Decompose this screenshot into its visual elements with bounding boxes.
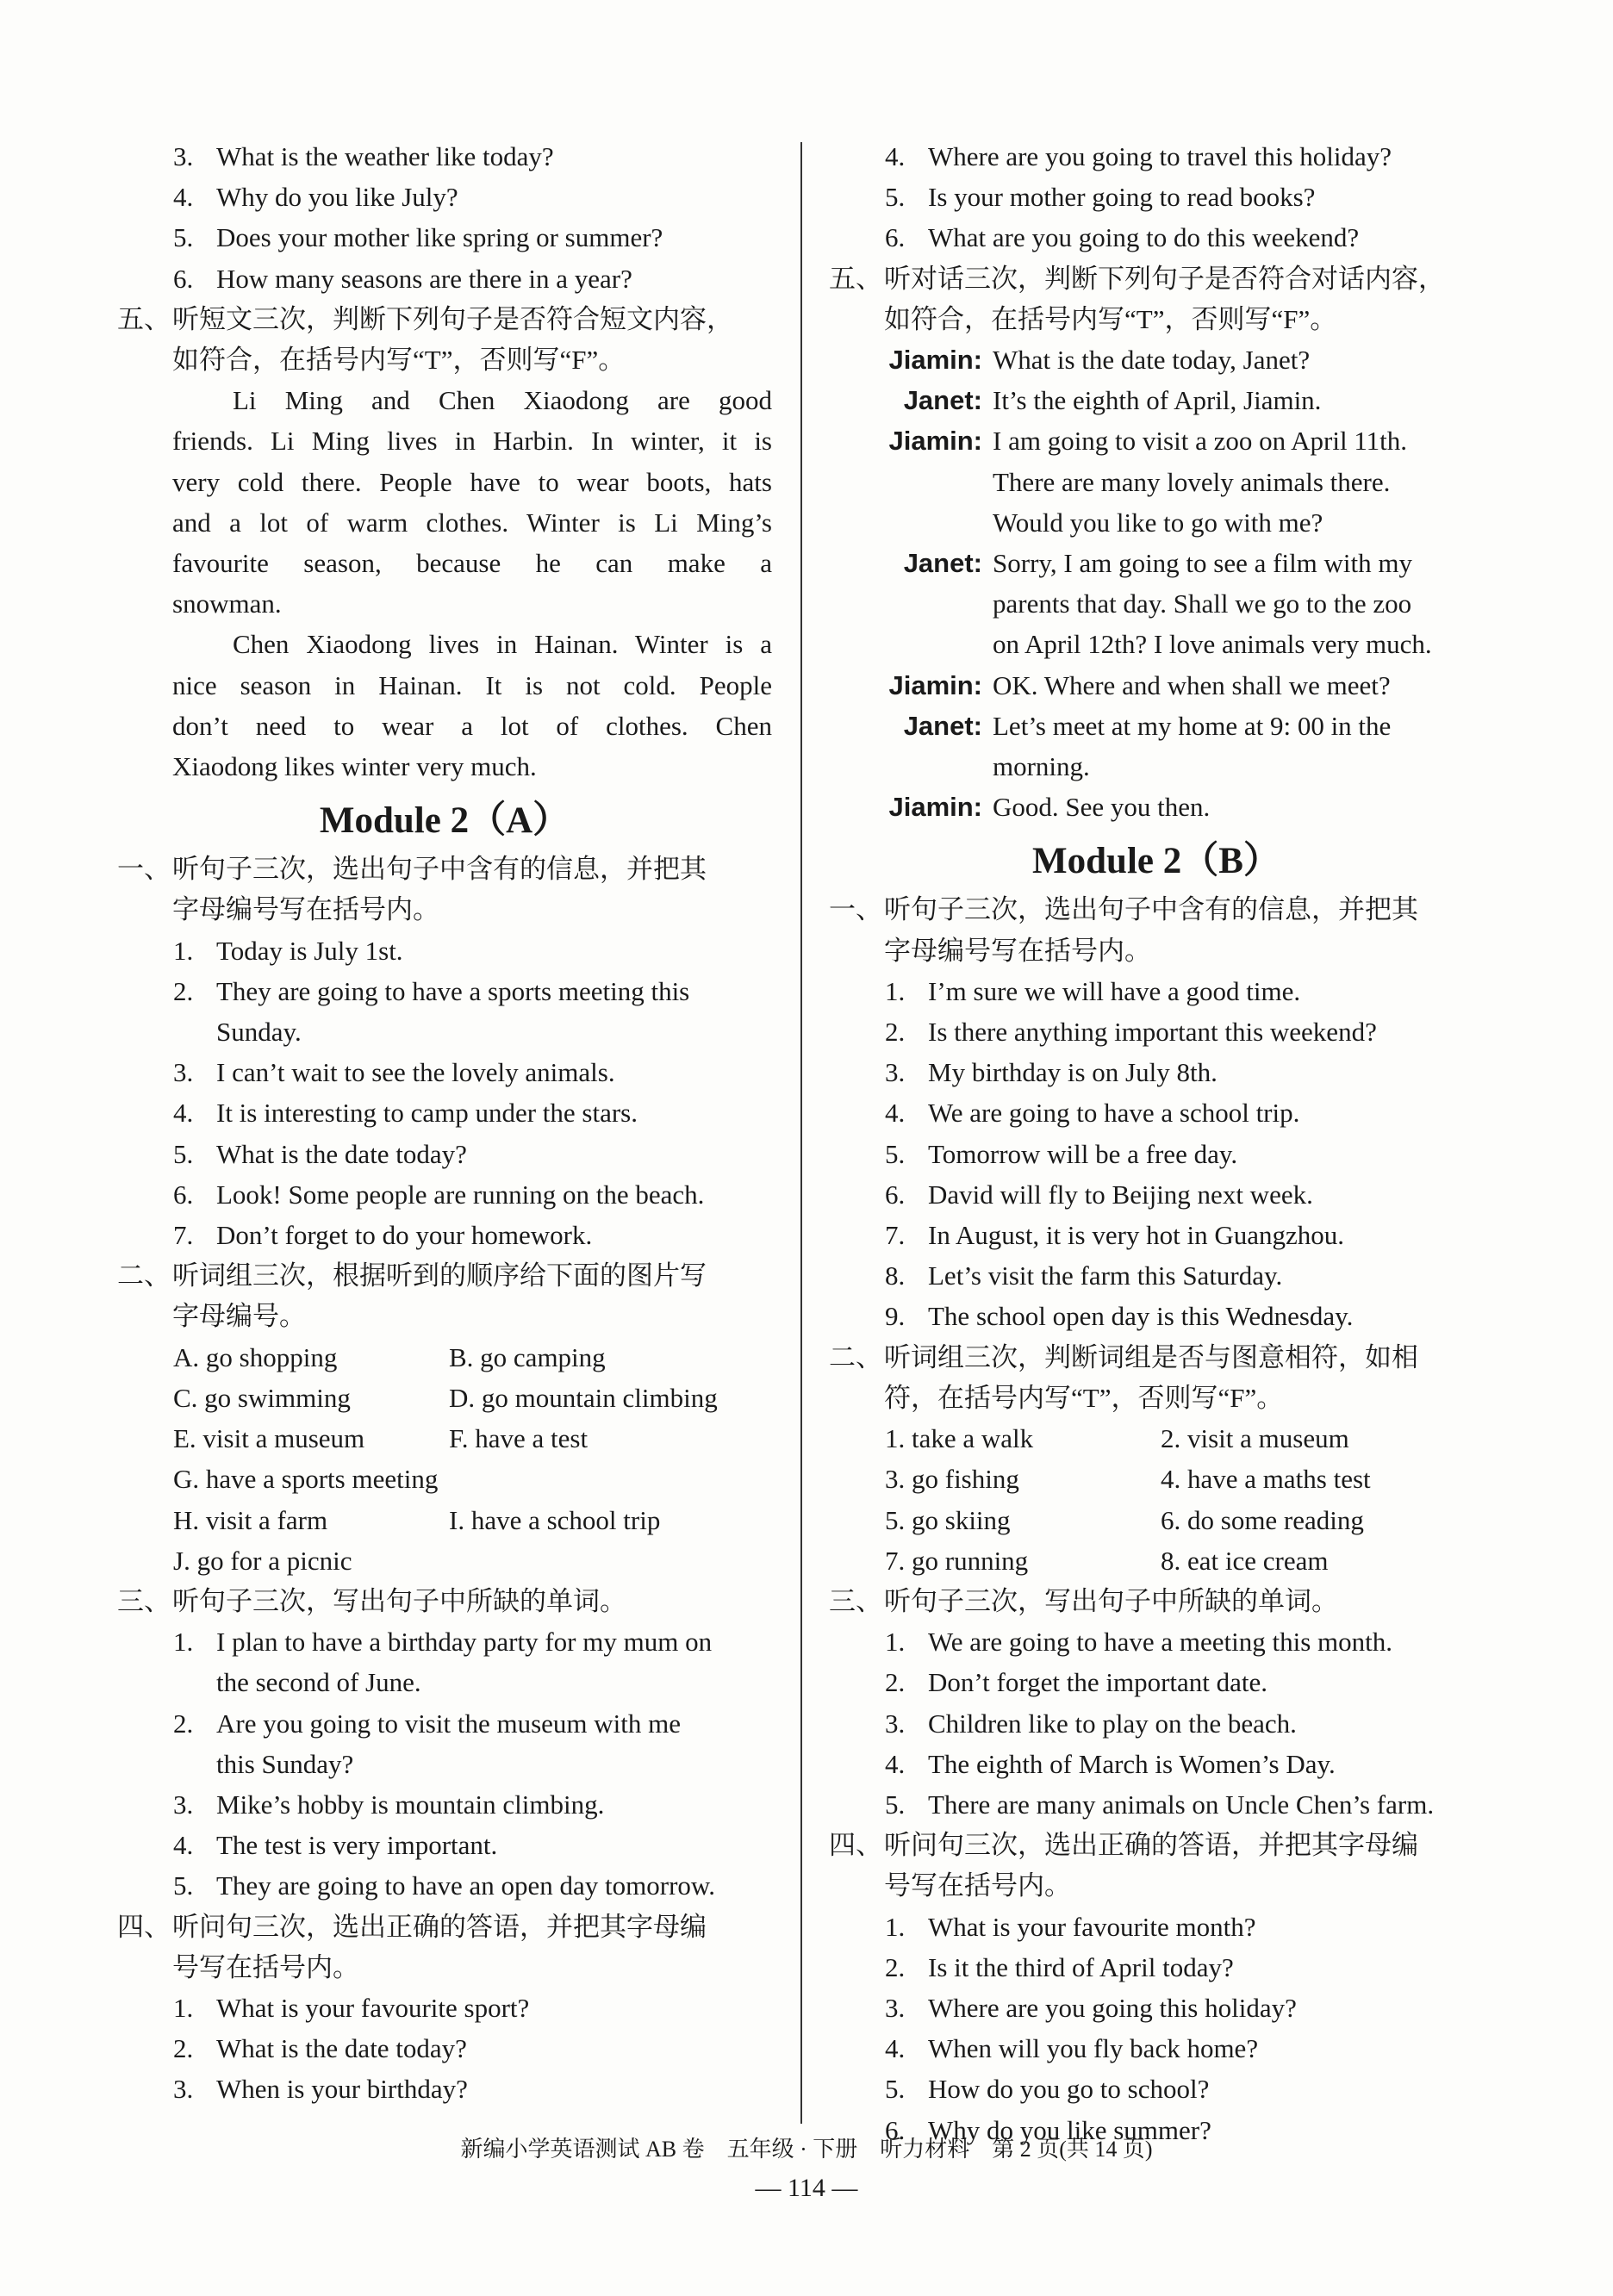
item-number: 2. — [173, 975, 194, 1006]
section-instruction — [117, 299, 772, 339]
question-item — [829, 1296, 1484, 1336]
question-item — [829, 1011, 1484, 1052]
section-instruction — [117, 1255, 772, 1296]
question-item — [117, 1784, 772, 1825]
module-heading: Module 2（B） — [1032, 841, 1280, 882]
item-number: 5. — [885, 1789, 906, 1820]
question-item — [829, 1662, 1484, 1702]
item-continuation: this Sunday? — [216, 1748, 354, 1779]
question-item — [117, 1134, 772, 1174]
question-item — [829, 1744, 1484, 1784]
section-instruction-continuation: 号写在括号内。 — [172, 1951, 359, 1982]
option-row — [117, 1459, 772, 1499]
question-item — [829, 1052, 1484, 1092]
utterance: Good. See you then. — [993, 792, 1211, 823]
item-number: 6. — [885, 222, 906, 253]
item-text: Why do you like summer? — [928, 2114, 1211, 2145]
question-item — [117, 258, 772, 299]
utterance: OK. Where and when shall we meet? — [993, 669, 1391, 700]
speaker-name: Janet: — [903, 385, 982, 416]
item-text: It is interesting to camp under the stars. — [216, 1098, 638, 1129]
option: H. visit a farm — [173, 1504, 328, 1535]
item-text: Don’t forget to do your homework. — [216, 1220, 593, 1251]
section-number: 二、 — [829, 1341, 882, 1372]
item-number: 5. — [173, 1870, 194, 1901]
question-item — [829, 1255, 1484, 1296]
option: 4. have a maths test — [1161, 1464, 1371, 1495]
question-item — [117, 930, 772, 971]
section-instruction-continuation: 字母编号。 — [172, 1301, 306, 1332]
passage-line: nice season in Hainan. It is not cold. People — [172, 669, 772, 700]
section-instruction-continuation: 如符合，在括号内写“T”，否则写“F”。 — [172, 345, 626, 376]
right-column — [829, 136, 1484, 2150]
item-number: 2. — [885, 1017, 906, 1048]
item-number: 1. — [173, 935, 194, 966]
passage-line: very cold there. People have to wear boots, hats — [172, 466, 772, 497]
option: B. go camping — [449, 1341, 606, 1372]
item-number: 5. — [173, 222, 194, 253]
item-text: Mike’s hobby is mountain climbing. — [216, 1789, 605, 1820]
item-text: David will fly to Beijing next week. — [928, 1179, 1313, 1210]
item-text: I can’t wait to see the lovely animals. — [216, 1057, 615, 1088]
item-number: 3. — [173, 1057, 194, 1088]
section-text: 听词组三次，根据听到的顺序给下面的图片写 — [172, 1260, 707, 1291]
item-text: I plan to have a birthday party for my mum on — [216, 1627, 713, 1658]
question-item — [829, 1134, 1484, 1174]
item-text: When is your birthday? — [216, 2074, 468, 2105]
section-number: 四、 — [829, 1830, 882, 1861]
question-item — [117, 136, 772, 177]
question-item — [117, 2069, 772, 2109]
option: G. have a sports meeting — [173, 1464, 439, 1495]
item-number: 1. — [885, 1911, 906, 1942]
option-row — [829, 1540, 1484, 1581]
item-text: In August, it is very hot in Guangzhou. — [928, 1220, 1345, 1251]
question-item — [829, 1907, 1484, 1947]
option-row — [829, 1459, 1484, 1499]
section-text: 听对话三次，判断下列句子是否符合对话内容， — [884, 263, 1445, 294]
item-text: What is your favourite month? — [928, 1911, 1256, 1942]
section-number: 一、 — [829, 894, 882, 925]
section-number: 一、 — [117, 854, 171, 885]
section-instruction — [829, 889, 1484, 930]
question-item — [829, 1174, 1484, 1215]
question-item — [117, 1215, 772, 1255]
section-text: 听词组三次，判断词组是否与图意相符，如相 — [884, 1341, 1418, 1372]
section-text: 听句子三次，写出句子中所缺的单词。 — [884, 1585, 1338, 1616]
section-instruction — [117, 1907, 772, 1947]
option: 8. eat ice cream — [1161, 1545, 1329, 1576]
section-text: 听句子三次，写出句子中所缺的单词。 — [172, 1585, 626, 1616]
speaker-name: Jiamin: — [888, 345, 982, 376]
option: 1. take a walk — [885, 1423, 1034, 1454]
option: J. go for a picnic — [173, 1545, 352, 1576]
speaker-name: Janet: — [903, 710, 982, 741]
item-text: The test is very important. — [216, 1830, 498, 1861]
item-text: The school open day is this Wednesday. — [928, 1301, 1354, 1332]
section-number: 四、 — [117, 1911, 171, 1942]
item-number: 7. — [173, 1220, 194, 1251]
question-item — [829, 971, 1484, 1011]
column-divider — [800, 142, 802, 2124]
section-number: 五、 — [117, 303, 171, 334]
utterance: Sorry, I am going to see a film with my — [993, 548, 1413, 579]
section-instruction-continuation: 符，在括号内写“T”，否则写“F”。 — [884, 1382, 1284, 1413]
section-text: 听句子三次，选出句子中含有的信息，并把其 — [172, 854, 707, 885]
item-number: 3. — [885, 1992, 906, 2023]
item-number: 3. — [173, 1789, 194, 1820]
section-text: 听问句三次，选出正确的答语，并把其字母编 — [884, 1830, 1418, 1861]
item-text: My birthday is on July 8th. — [928, 1057, 1218, 1088]
item-number: 3. — [885, 1057, 906, 1088]
item-number: 6. — [885, 2114, 906, 2145]
page-footer: 新编小学英语测试 AB 卷 五年级 · 下册 听力材料 第 2 页(共 14 页) — [460, 2137, 1153, 2162]
item-text: When will you fly back home? — [928, 2033, 1259, 2064]
item-continuation: Sunday. — [216, 1017, 302, 1048]
question-item — [117, 1621, 772, 1662]
option: E. visit a museum — [173, 1423, 365, 1454]
section-number: 三、 — [829, 1585, 882, 1616]
passage-line: friends. Li Ming lives in Harbin. In winter, it is — [172, 426, 772, 457]
question-item — [117, 1703, 772, 1744]
item-text: We are going to have a meeting this month. — [928, 1627, 1393, 1658]
option: 2. visit a museum — [1161, 1423, 1349, 1454]
dialogue-continuation: parents that day. Shall we go to the zoo — [993, 588, 1412, 619]
item-number: 1. — [885, 1627, 906, 1658]
utterance: What is the date today, Janet? — [993, 345, 1311, 376]
dialogue-line — [829, 665, 1484, 706]
option-row — [117, 1500, 772, 1540]
item-text: What is the date today? — [216, 2033, 467, 2064]
section-instruction — [829, 1337, 1484, 1378]
item-number: 9. — [885, 1301, 906, 1332]
section-number: 三、 — [117, 1585, 171, 1616]
dialogue-line — [829, 339, 1484, 380]
option-row — [829, 1500, 1484, 1540]
item-number: 1. — [173, 1627, 194, 1658]
item-number: 5. — [885, 2074, 906, 2105]
section-text: 听句子三次，选出句子中含有的信息，并把其 — [884, 894, 1418, 925]
section-instruction — [117, 849, 772, 889]
section-instruction — [829, 1581, 1484, 1621]
option: 5. go skiing — [885, 1504, 1011, 1535]
option: I. have a school trip — [449, 1504, 661, 1535]
section-instruction — [829, 258, 1484, 299]
question-item — [117, 2028, 772, 2069]
item-number: 4. — [885, 141, 906, 171]
option-row — [829, 1418, 1484, 1459]
item-text: What is your favourite sport? — [216, 1992, 530, 2023]
passage-line: Li Ming and Chen Xiaodong are good — [233, 385, 772, 416]
speaker-name: Jiamin: — [888, 669, 982, 700]
item-text: How do you go to school? — [928, 2074, 1210, 2105]
item-number: 3. — [173, 141, 194, 171]
question-item — [117, 1865, 772, 1906]
item-text: Does your mother like spring or summer? — [216, 222, 663, 253]
item-text: Are you going to visit the museum with me — [216, 1708, 682, 1739]
item-text: Is there anything important this weekend? — [928, 1017, 1377, 1048]
passage-line: favourite season, because he can make a — [172, 548, 772, 579]
item-number: 4. — [885, 2033, 906, 2064]
question-item — [117, 971, 772, 1011]
item-number: 1. — [885, 975, 906, 1006]
option: F. have a test — [449, 1423, 589, 1454]
option-row — [117, 1540, 772, 1581]
item-number: 6. — [173, 1179, 194, 1210]
option: 3. go fishing — [885, 1464, 1019, 1495]
question-item — [829, 1784, 1484, 1825]
section-instruction — [829, 1825, 1484, 1865]
item-text: They are going to have an open day tomorrow. — [216, 1870, 716, 1901]
item-number: 5. — [885, 1138, 906, 1169]
question-item — [117, 1825, 772, 1865]
item-text: Why do you like July? — [216, 182, 458, 213]
item-number: 2. — [885, 1667, 906, 1698]
item-text: Don’t forget the important date. — [928, 1667, 1268, 1698]
section-number: 二、 — [117, 1260, 171, 1291]
item-text: What is the weather like today? — [216, 141, 554, 171]
item-number: 4. — [173, 182, 194, 213]
item-number: 7. — [885, 1220, 906, 1251]
option-row — [117, 1337, 772, 1378]
item-text: Children like to play on the beach. — [928, 1708, 1297, 1739]
passage-line: Xiaodong likes winter very much. — [172, 751, 537, 782]
item-text: What is the date today? — [216, 1138, 467, 1169]
module-heading: Module 2（A） — [319, 800, 570, 842]
dialogue-line — [829, 380, 1484, 420]
question-item — [117, 1174, 772, 1215]
speaker-name: Jiamin: — [888, 792, 982, 823]
item-continuation: the second of June. — [216, 1667, 421, 1698]
item-number: 2. — [173, 1708, 194, 1739]
question-item — [117, 177, 772, 217]
utterance: I am going to visit a zoo on April 11th. — [993, 426, 1408, 457]
question-item — [829, 1215, 1484, 1255]
dialogue-continuation: morning. — [993, 751, 1090, 782]
item-number: 1. — [173, 1992, 194, 2023]
question-item — [829, 2069, 1484, 2109]
question-item — [117, 1988, 772, 2028]
item-number: 2. — [173, 2033, 194, 2064]
item-number: 4. — [173, 1830, 194, 1861]
section-number: 五、 — [829, 263, 882, 294]
item-text: Let’s visit the farm this Saturday. — [928, 1260, 1283, 1291]
passage-line: snowman. — [172, 588, 282, 619]
section-text: 听问句三次，选出正确的答语，并把其字母编 — [172, 1911, 707, 1942]
item-text: Tomorrow will be a free day. — [928, 1138, 1238, 1169]
item-text: We are going to have a school trip. — [928, 1098, 1300, 1129]
item-number: 4. — [885, 1098, 906, 1129]
section-instruction — [117, 1581, 772, 1621]
section-instruction-continuation: 字母编号写在括号内。 — [884, 935, 1151, 966]
question-item — [117, 217, 772, 258]
section-instruction-continuation: 号写在括号内。 — [884, 1870, 1071, 1901]
item-number: 6. — [173, 263, 194, 294]
item-number: 4. — [885, 1748, 906, 1779]
option: C. go swimming — [173, 1382, 351, 1413]
question-item — [829, 1703, 1484, 1744]
passage-line: don’t need to wear a lot of clothes. Chen — [172, 710, 772, 741]
page-number: — 114 — — [755, 2174, 858, 2202]
item-text: There are many animals on Uncle Chen’s farm. — [928, 1789, 1435, 1820]
question-item — [117, 1092, 772, 1133]
item-number: 3. — [173, 2074, 194, 2105]
item-number: 3. — [885, 1708, 906, 1739]
item-number: 5. — [173, 1138, 194, 1169]
option-row — [117, 1418, 772, 1459]
item-text: How many seasons are there in a year? — [216, 263, 632, 294]
dialogue-line — [829, 420, 1484, 461]
item-text: Today is July 1st. — [216, 935, 403, 966]
item-text: Is it the third of April today? — [928, 1951, 1234, 1982]
dialogue-line — [829, 543, 1484, 583]
utterance: It’s the eighth of April, Jiamin. — [993, 385, 1322, 416]
question-item — [829, 177, 1484, 217]
item-text: Look! Some people are running on the beach. — [216, 1179, 705, 1210]
item-text: Where are you going to travel this holiday? — [928, 141, 1392, 171]
item-number: 6. — [885, 1179, 906, 1210]
question-item — [829, 2028, 1484, 2069]
option: 7. go running — [885, 1545, 1029, 1576]
section-instruction-continuation: 如符合，在括号内写“T”，否则写“F”。 — [884, 303, 1337, 334]
dialogue-continuation: on April 12th? I love animals very much. — [993, 629, 1432, 660]
question-item — [829, 1947, 1484, 1988]
passage-line: Chen Xiaodong lives in Hainan. Winter is a — [233, 629, 772, 660]
dialogue-line — [829, 706, 1484, 746]
item-text: They are going to have a sports meeting this — [216, 975, 690, 1006]
option: D. go mountain climbing — [449, 1382, 718, 1413]
option: A. go shopping — [173, 1341, 338, 1372]
left-column — [117, 136, 772, 2110]
item-number: 2. — [885, 1951, 906, 1982]
item-text: What are you going to do this weekend? — [928, 222, 1360, 253]
item-text: The eighth of March is Women’s Day. — [928, 1748, 1336, 1779]
dialogue-continuation: There are many lovely animals there. — [993, 466, 1391, 497]
speaker-name: Jiamin: — [888, 426, 982, 457]
dialogue-line — [829, 787, 1484, 827]
item-number: 4. — [173, 1098, 194, 1129]
question-item — [829, 136, 1484, 177]
question-item — [117, 1052, 772, 1092]
dialogue-continuation: Would you like to go with me? — [993, 507, 1323, 538]
option: 6. do some reading — [1161, 1504, 1364, 1535]
utterance: Let’s meet at my home at 9: 00 in the — [993, 710, 1392, 741]
section-text: 听短文三次，判断下列句子是否符合短文内容， — [172, 303, 733, 334]
question-item — [829, 217, 1484, 258]
section-instruction-continuation: 字母编号写在括号内。 — [172, 894, 439, 925]
question-item — [829, 1092, 1484, 1133]
passage-line: and a lot of warm clothes. Winter is Li Ming’s — [172, 507, 772, 538]
item-text: Is your mother going to read books? — [928, 182, 1316, 213]
item-number: 8. — [885, 1260, 906, 1291]
item-number: 5. — [885, 182, 906, 213]
option-row — [117, 1378, 772, 1418]
speaker-name: Janet: — [903, 548, 982, 579]
question-item — [829, 1621, 1484, 1662]
question-item — [829, 1988, 1484, 2028]
item-text: I’m sure we will have a good time. — [928, 975, 1301, 1006]
item-text: Where are you going this holiday? — [928, 1992, 1297, 2023]
